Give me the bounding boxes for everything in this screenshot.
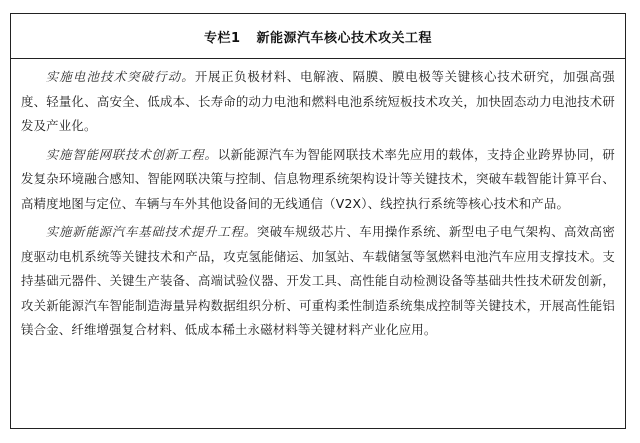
paragraph-text: 开展正负极材料、电解液、隔膜、膜电极等关键核心技术研究，加强高强度、轻量化、高安全、低成本、长寿命的动力电池和燃料电池系统短板技术攻关，加快固态动力电池技术研发及产业化。 [21,69,615,133]
paragraph-text: 突破车规级芯片、车用操作系统、新型电子电气架构、高效高密度驱动电机系统等关键技术和产品，攻克氢能储运、加氢站、车载储氢等氢燃料电池汽车应用支撑技术。支持基础元器件、关键生产装备、高端试验仪器、开发工具、高性能自动检测设备等基础共性技术研发创新，攻关新能源汽车智能制造海量异构数据组织分析、可重构柔性制造系统集成控制等关键技术，开展高性能铝镁合金、纤维增强复合材料、低成本稀土永磁材料等关键材料产业化应用。 [21,224,615,337]
column-box [10,13,626,429]
column-body [11,59,625,343]
column-header [11,14,625,59]
paragraph-lead: 实施智能网联技术创新工程。 [45,146,218,162]
paragraph-lead: 实施电池技术突破行动。 [45,69,195,84]
paragraph-lead: 实施新能源汽车基础技术提升工程。 [45,224,257,239]
column-label: 专栏1 [203,30,241,46]
paragraph-basic-technology [21,220,615,343]
paragraph-battery [21,65,615,139]
column-title [204,27,432,46]
paragraph-intelligent-connected [21,143,615,217]
column-title-text: 新能源汽车核心技术攻关工程 [256,30,433,46]
paragraph-text: 以新能源汽车为智能网联技术率先应用的载体，支持企业跨界协同，研发复杂环境融合感知、智能网联决策与控制、信息物理系统架构设计等关键技术，突破车载智能计算平台、高精度地图与定位、车辆与车外其他设备间的无线通信（V2X）、线控执行系统等核心技术和产品。 [21,146,615,211]
